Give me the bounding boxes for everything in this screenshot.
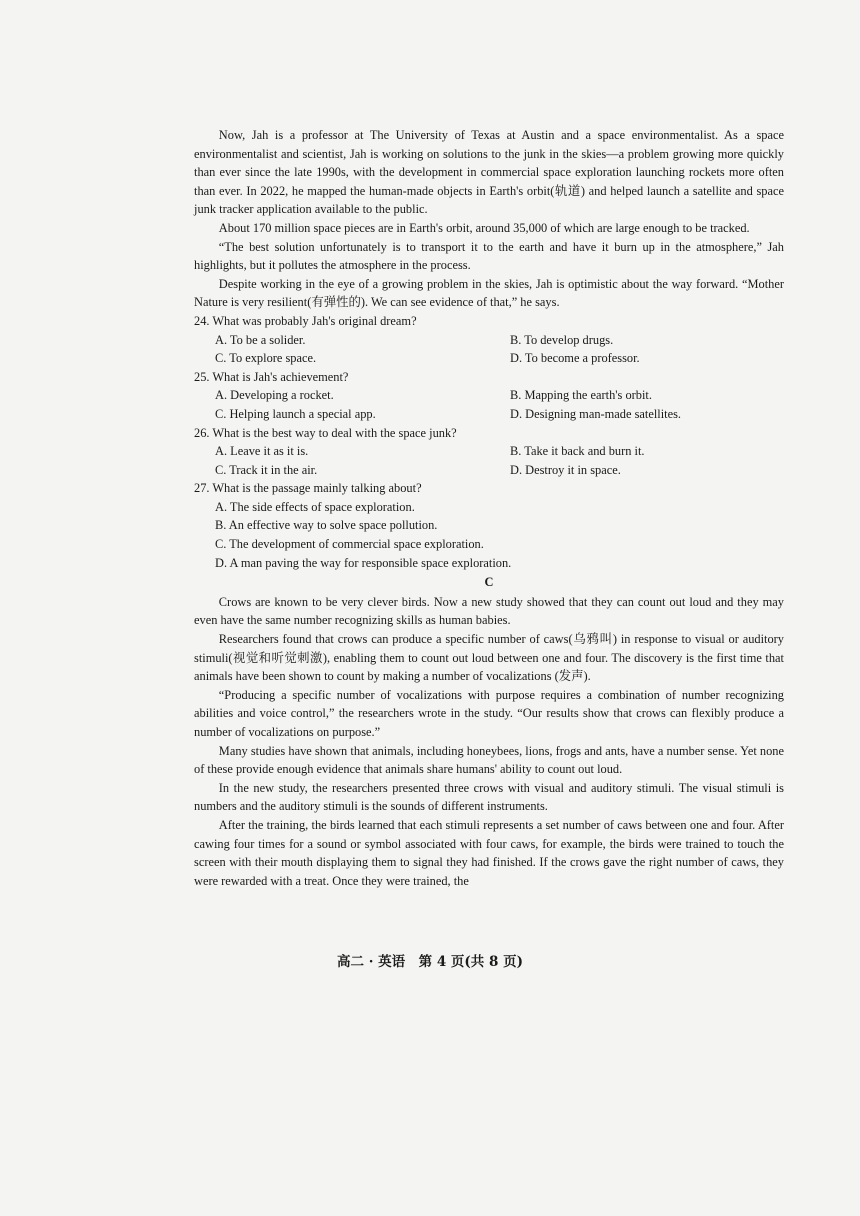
passage-c-paragraph-3: “Producing a specific number of vocalizations with purpose requires a combination of number recognizing abilities and voice control,” the researchers wrote in the study. “Our results show that crows can flexibly produce a number of vocalizations on purpose.” — [194, 687, 784, 739]
question-27 — [194, 479, 784, 572]
option-25-c: C. Helping launch a special app. — [215, 406, 376, 421]
passage-b-paragraph-2: About 170 million space pieces are in Earth's orbit, around 35,000 of which are large enough to be tracked. — [218, 220, 750, 235]
question-27-stem: 27. What is the passage mainly talking about? — [194, 481, 422, 496]
exam-page — [194, 126, 784, 890]
question-25-options — [194, 386, 784, 423]
page-footer: 高二 · 英语 第 4 页(共 8 页) — [337, 954, 523, 970]
passage-c-paragraph-2: Researchers found that crows can produce a specific number of caws(乌鸦叫) in response to visual or auditory stimuli(视觉和听觉刺激), enabling them to count out loud between one and four. The discovery is the first time that animals have been shown to count by making a number of vocalizations (发声). — [194, 632, 784, 684]
option-26-a: A. Leave it as it is. — [215, 444, 309, 459]
question-26-options — [194, 442, 784, 479]
passage-b-paragraph-1: Now, Jah is a professor at The University of Texas at Austin and a space environmentalist. As a space environmentalist and scientist, Jah is working on solutions to the junk in the skies—a problem growing more quickly than ever since the late 1990s, with the development in commercial space exploration launching rockets more often than ever. In 2022, he mapped the human-made objects in Earth's orbit(轨道) and helped launch a satellite and space junk tracker application available to the public. — [194, 128, 784, 217]
question-25-stem: 25. What is Jah's achievement? — [194, 369, 349, 384]
option-25-a: A. Developing a rocket. — [215, 388, 334, 403]
option-26-c: C. Track it in the air. — [215, 462, 318, 477]
question-24-options — [194, 331, 784, 368]
passage-b-paragraph-4: Despite working in the eye of a growing problem in the skies, Jah is optimistic about the way forward. “Mother Nature is very resilient(有弹性的). We can see evidence of that,” he says. — [194, 276, 784, 310]
option-24-b: B. To develop drugs. — [510, 332, 614, 347]
question-24-stem: 24. What was probably Jah's original dream? — [194, 313, 417, 328]
option-27-a: A. The side effects of space exploration. — [215, 499, 415, 514]
section-heading: C — [484, 575, 494, 590]
passage-b-paragraph-3: “The best solution unfortunately is to transport it to the earth and have it burn up in the atmosphere,” Jah highlights, but it pollutes the atmosphere in the process. — [194, 239, 784, 273]
question-25 — [194, 368, 784, 424]
option-26-b: B. Take it back and burn it. — [510, 444, 645, 459]
passage-c-paragraph-4: Many studies have shown that animals, including honeybees, lions, frogs and ants, have a number sense. Yet none of these provide enough evidence that animals share humans' ability to count out loud. — [194, 743, 784, 777]
passage-c-paragraph-5: In the new study, the researchers presented three crows with visual and auditory stimuli. The visual stimuli is numbers and the auditory stimuli is the sounds of different instruments. — [194, 780, 784, 814]
question-26 — [194, 424, 784, 480]
passage-c-paragraph-6: After the training, the birds learned that each stimuli represents a set number of caws between one and four. After cawing four times for a sound or symbol associated with four caws, for example, the birds were trained to touch the screen with their mouth displaying them to signal they had finished. If the crows gave the right number of caws, they were rewarded with a treat. Once they were trained, the — [194, 817, 784, 888]
option-27-b: B. An effective way to solve space pollution. — [215, 518, 438, 533]
option-25-b: B. Mapping the earth's orbit. — [510, 388, 652, 403]
option-26-d: D. Destroy it in space. — [510, 462, 621, 477]
option-27-d: D. A man paving the way for responsible space exploration. — [215, 555, 512, 570]
option-24-c: C. To explore space. — [215, 351, 317, 366]
option-24-a: A. To be a solider. — [215, 332, 306, 347]
question-26-stem: 26. What is the best way to deal with the space junk? — [194, 425, 457, 440]
option-25-d: D. Designing man-made satellites. — [510, 406, 682, 421]
question-27-options — [194, 498, 784, 572]
option-27-c: C. The development of commercial space exploration. — [215, 537, 484, 552]
option-24-d: D. To become a professor. — [510, 351, 640, 366]
passage-c-paragraph-1: Crows are known to be very clever birds. Now a new study showed that they can count out loud and they may even have the same number recognizing skills as human babies. — [194, 594, 784, 628]
question-24 — [194, 312, 784, 368]
